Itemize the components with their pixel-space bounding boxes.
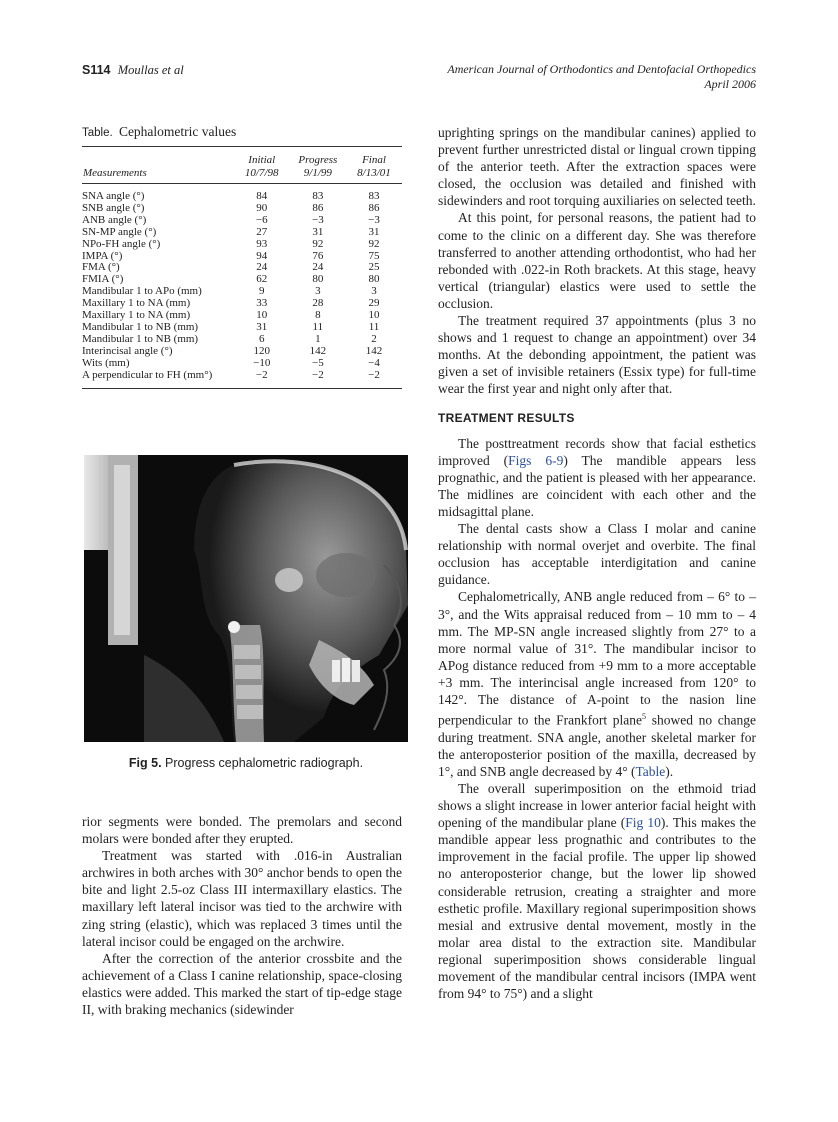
- measurement-cell: SN-MP angle (°): [82, 225, 157, 238]
- left-column-text: [82, 813, 402, 1018]
- final-value-cell: −2: [346, 370, 402, 388]
- table-row: [82, 227, 402, 239]
- header-left: [82, 62, 184, 78]
- initial-value-cell: 120: [253, 344, 270, 357]
- initial-value-cell: 6: [258, 332, 265, 345]
- measurement-cell: A perpendicular to FH (mm°): [82, 370, 234, 388]
- measurement-cell: ANB angle (°): [82, 213, 147, 226]
- initial-value-cell: −6: [255, 213, 268, 226]
- progress-value-cell: −5: [311, 356, 324, 369]
- table-label: Table.: [82, 127, 113, 139]
- final-value-cell: 2: [371, 332, 377, 345]
- page-number: S114: [82, 63, 111, 77]
- section-heading: TREATMENT RESULTS: [438, 410, 575, 425]
- progress-value-cell: 3: [315, 285, 321, 298]
- final-value-cell: 3: [371, 285, 377, 298]
- measurement-cell: Mandibular 1 to NB (mm): [82, 320, 199, 333]
- header-right: [447, 62, 756, 91]
- final-value-cell: 29: [368, 297, 380, 310]
- initial-value-cell: 90: [256, 201, 268, 214]
- paragraph: The posttreatment records show that facial esthetics improved (Figs 6-9) The mandible appears less prognathic, and the patient is pleased with her appearance. The midlines are coincident with each other and the midsagittal plane.: [438, 435, 756, 519]
- table-row: [82, 184, 402, 203]
- initial-value-cell: 9: [258, 285, 265, 298]
- progress-value-cell: 1: [315, 332, 321, 345]
- table-row: [82, 215, 402, 227]
- figure-label: Fig 5.: [128, 756, 162, 770]
- header-final: Final 8/13/01: [346, 147, 402, 184]
- issue-date: April 2006: [704, 76, 756, 91]
- final-value-cell: 92: [368, 237, 380, 250]
- final-value-cell: −4: [368, 356, 380, 369]
- final-value-cell: 31: [368, 225, 380, 238]
- paragraph: The treatment required 37 appointments (plus 3 no shows and 1 request to change an appointment) over 34 months. At the debonding appointment, the patient was given a set of invisible retainers (Essix type) for full-time wear the first year and night only after that.: [438, 313, 756, 397]
- initial-value-cell: 94: [256, 249, 268, 262]
- paragraph: At this point, for personal reasons, the patient had to come to the clinic on a different day. She was therefore transferred to another attending orthodontist, who had her rebonded with .022-in Roth brackets. At this stage, heavy vertical (triangular) elastics were used to settle the occlusion.: [438, 210, 756, 311]
- progress-value-cell: 31: [312, 225, 324, 238]
- table-header-row: [82, 147, 402, 184]
- right-column-text: [438, 124, 756, 1002]
- final-value-cell: 10: [368, 309, 380, 322]
- final-value-cell: −3: [368, 213, 380, 226]
- initial-value-cell: 84: [256, 190, 268, 202]
- running-authors: Moullas et al: [117, 63, 184, 77]
- measurement-cell: Mandibular 1 to NB (mm): [82, 332, 199, 345]
- progress-value-cell: 76: [312, 249, 324, 262]
- measurement-cell: Interincisal angle (°): [82, 344, 173, 357]
- figure-caption: [84, 756, 408, 770]
- measurement-cell: Wits (mm): [82, 356, 130, 369]
- progress-value-cell: −2: [290, 370, 346, 388]
- initial-value-cell: 93: [256, 237, 268, 250]
- table-title: Cephalometric values: [118, 124, 237, 139]
- measurement-cell: FMA (°): [82, 261, 120, 274]
- progress-value-cell: 8: [315, 309, 321, 322]
- table-row: [82, 346, 402, 358]
- progress-value-cell: 142: [309, 344, 327, 357]
- figure-caption-text: Progress cephalometric radiograph.: [165, 756, 364, 770]
- initial-value-cell: −10: [253, 356, 271, 369]
- measurement-cell: Maxillary 1 to NA (mm): [82, 297, 191, 310]
- initial-value-cell: −2: [234, 370, 290, 388]
- table-row: [82, 239, 402, 251]
- figure-reference-link[interactable]: Figs 6-9: [508, 452, 564, 468]
- final-value-cell: 142: [365, 344, 383, 357]
- initial-value-cell: 31: [256, 320, 268, 333]
- paragraph: Cephalometrically, ANB angle reduced from – 6° to – 3°, and the Wits appraisal reduced from – 10 mm to – 4 mm. The MP-SN angle increased slightly from 27° to a more normal value of 31°. The mandibular incisor to APog distance reduced from +9 mm to a more acceptable +3 mm. The interincisal angle increased from 120° to 142°. The distance of A-point to the nasion line perpendicular to the Frankfort plane$^5$ showed no change during treatment. SNA angle, another skeletal marker for the anteroposterior position of the maxilla, decreased by 1°, and SNB angle decreased by 4° (Table).: [438, 589, 756, 779]
- progress-value-cell: 11: [312, 320, 324, 333]
- progress-value-cell: 92: [312, 237, 324, 250]
- paragraph: uprighting springs on the mandibular canines) applied to prevent further unrestricted distal or lingual crown tipping of the anterior teeth. After the extraction spaces were closed, the occlusion was detailed and finished with sidewinders and root torquing auxiliaries on selected teeth.: [438, 125, 756, 209]
- final-value-cell: 86: [368, 201, 380, 214]
- table-body: [82, 184, 402, 389]
- paragraph: Treatment was started with .016-in Australian archwires in both arches with 30° anchor bends to open the bite and light 2.5-oz Class III intermaxillary elastics. The maxillary left lateral incisor was tied to the archwire with zing string (elastic), which was replaced 3 times until the lateral incisor could be engaged on the archwire.: [82, 848, 402, 949]
- progress-value-cell: −3: [311, 213, 324, 226]
- header-measurements: Measurements: [82, 147, 234, 184]
- final-value-cell: 25: [368, 261, 380, 274]
- journal-title: American Journal of Orthodontics and Dentofacial Orthopedics: [447, 62, 756, 76]
- measurement-cell: SNA angle (°): [82, 190, 145, 202]
- paragraph: The dental casts show a Class I molar and canine relationship with normal overjet and overbite. The final occlusion has acceptable interdigitation and canine guidance.: [438, 521, 756, 588]
- table-row: [82, 251, 402, 263]
- page-header: [82, 62, 756, 98]
- header-progress: Progress 9/1/99: [290, 147, 346, 184]
- radiograph-illustration: [84, 455, 408, 742]
- table-row: [82, 370, 402, 388]
- citation-superscript: 5: [642, 712, 647, 722]
- paragraph: After the correction of the anterior crossbite and the achievement of a Class I canine relationship, space-closing elastics were added. This marked the start of tip-edge stage II, with braking mechanics (sidewinder: [82, 950, 402, 1018]
- progress-value-cell: 24: [312, 261, 324, 274]
- initial-value-cell: 24: [256, 261, 268, 274]
- table-caption: [82, 124, 402, 140]
- final-value-cell: 75: [368, 249, 380, 262]
- cephalometric-table: [82, 146, 402, 389]
- progress-value-cell: 83: [312, 190, 324, 202]
- measurement-cell: Mandibular 1 to APo (mm): [82, 285, 202, 298]
- header-initial: Initial 10/7/98: [234, 147, 290, 184]
- measurement-cell: IMPA (°): [82, 249, 123, 262]
- table-row: [82, 262, 402, 274]
- measurement-cell: SNB angle (°): [82, 201, 145, 214]
- progress-value-cell: 28: [312, 297, 324, 310]
- initial-value-cell: 10: [256, 309, 268, 322]
- progress-value-cell: 86: [312, 201, 324, 214]
- initial-value-cell: 62: [256, 273, 268, 286]
- measurement-cell: FMIA (°): [82, 273, 124, 286]
- table-row: [82, 334, 402, 346]
- measurement-cell: Maxillary 1 to NA (mm): [82, 309, 191, 322]
- initial-value-cell: 33: [256, 297, 268, 310]
- table-reference-link[interactable]: Table: [635, 763, 666, 779]
- measurement-cell: NPo-FH angle (°): [82, 237, 161, 250]
- final-value-cell: 83: [368, 190, 380, 202]
- figure-reference-link[interactable]: Fig 10: [625, 815, 661, 831]
- paragraph: rior segments were bonded. The premolars and second molars were bonded after they erupted.: [82, 814, 402, 847]
- initial-value-cell: 27: [256, 225, 268, 238]
- table-row: [82, 358, 402, 370]
- final-value-cell: 80: [368, 273, 380, 286]
- progress-value-cell: 80: [312, 273, 324, 286]
- final-value-cell: 11: [368, 320, 380, 333]
- paragraph: The overall superimposition on the ethmoid triad shows a slight increase in lower anterior facial height with opening of the mandibular plane (Fig 10). This makes the mandible appear less prognathic and contributes to the improvement in the facial profile. The upper lip showed no anteroposterior change, but the lower lip showed considerable retrusion, creating a straighter and more esthetic profile. Maxillary regional superimposition shows mesial and extrusive dental movement, mostly in the molar area distal to the extraction site. Mandibular regional superimposition shows considerable lingual movement of the mandibular central incisors (IMPA went from 94° to 75°) and a slight: [438, 780, 756, 1002]
- cephalometric-table-block: [82, 124, 402, 389]
- cephalometric-radiograph-image: [84, 455, 408, 742]
